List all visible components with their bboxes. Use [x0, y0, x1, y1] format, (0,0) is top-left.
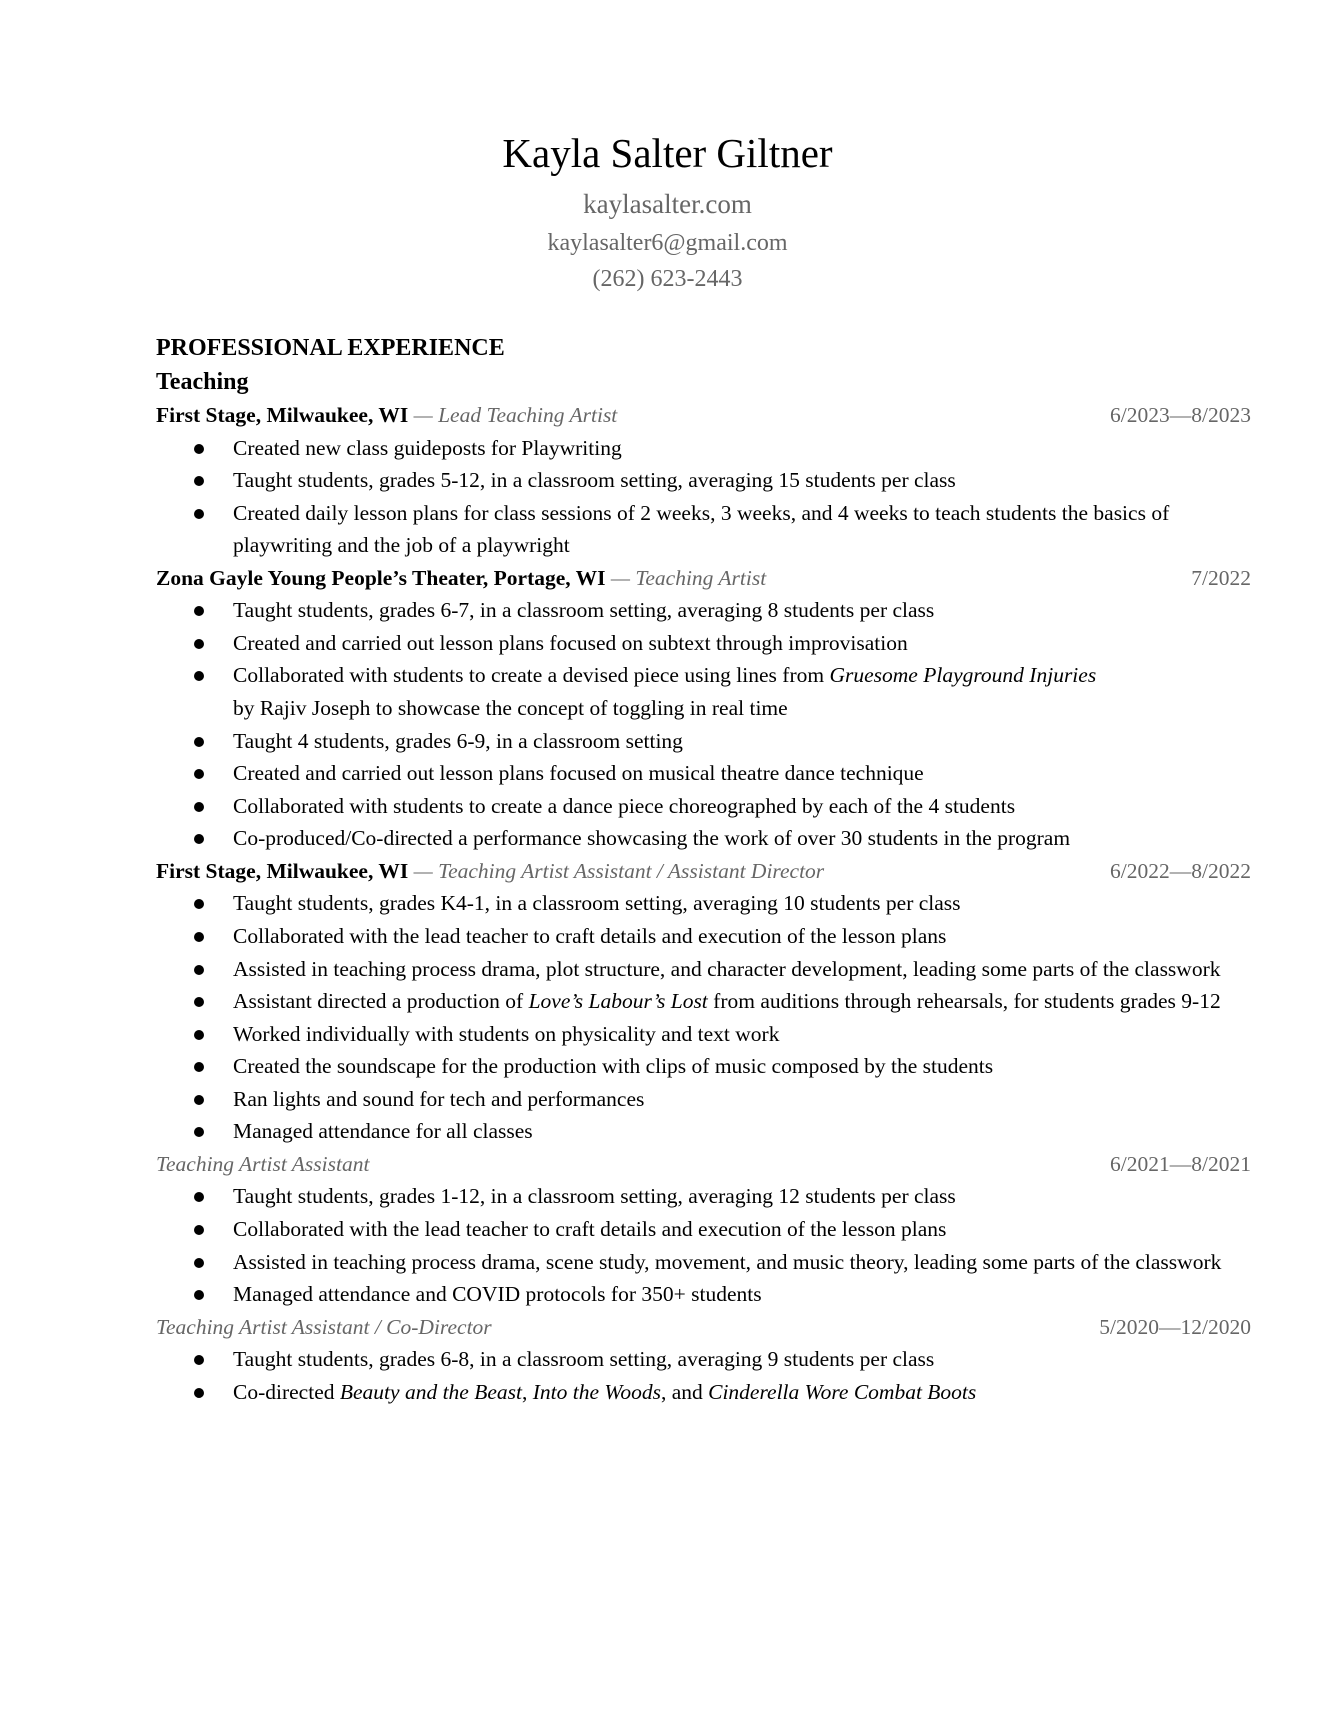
job-dates: 7/2022 [1191, 565, 1251, 590]
bullet-text: Taught students, grades 5-12, in a classroom setting, averaging 15 students per class [233, 468, 956, 493]
bullet-text: Taught 4 students, grades 6-9, in a classroom setting [233, 728, 683, 753]
bullet-text: Created daily lesson plans for class sessions of 2 weeks, 3 weeks, and 4 weeks to teach students the basics of playwriting and the job of a playwright [233, 500, 1170, 558]
job-dates: 5/2020—12/2020 [1099, 1314, 1251, 1339]
job-header [156, 1148, 1251, 1181]
bullet-list [156, 1343, 1251, 1408]
bullet-item [156, 985, 1233, 1018]
bullet-icon [194, 1225, 204, 1235]
bullet-item [156, 725, 1233, 758]
bullet-text: Collaborated with the lead teacher to craft details and execution of the lesson plans [233, 1217, 947, 1241]
job-role: Teaching Artist [635, 565, 767, 590]
bullet-text: Created and carried out lesson plans focused on musical theatre dance technique [233, 761, 924, 786]
bullet-item [156, 497, 1233, 562]
bullet-item [156, 1180, 1233, 1213]
bullet-icon [194, 671, 204, 681]
job-separator: — [605, 565, 636, 590]
bullet-icon [194, 1095, 204, 1105]
bullet-item [156, 659, 1233, 692]
bullet-icon [194, 899, 204, 909]
bullet-icon [194, 509, 204, 519]
bullet-text: Ran lights and sound for tech and performances [233, 1086, 645, 1111]
bullet-icon [194, 606, 204, 616]
job-separator: — [408, 403, 439, 427]
bullet-text: Created and carried out lesson plans focused on subtext through improvisation [233, 630, 908, 655]
job-dates: 6/2022—8/2022 [1110, 858, 1251, 883]
job-role: Teaching Artist Assistant / Assistant Director [438, 858, 825, 883]
bullet-icon [194, 1030, 204, 1040]
job-header [156, 1311, 1251, 1344]
bullet-text: Created new class guideposts for Playwriting [233, 435, 622, 460]
bullet-item [156, 1246, 1233, 1279]
bullet-text: Co-directed [233, 1379, 340, 1404]
job-title-line [156, 1148, 369, 1181]
bullet-item [156, 1213, 1233, 1246]
bullet-text: Co-produced/Co-directed a performance showcasing the work of over 30 students in the program [233, 826, 1071, 851]
bullet-icon [194, 1127, 204, 1137]
bullet-icon [194, 965, 204, 975]
job-organization: Zona Gayle Young People’s Theater, Portage, WI [156, 565, 606, 590]
bullet-item [156, 953, 1233, 986]
job-role: Teaching Artist Assistant [156, 1151, 370, 1176]
work-title: Into the Woods [532, 1379, 661, 1404]
bullet-icon [194, 834, 204, 844]
job-entry [156, 562, 1251, 855]
bullet-text: Taught students, grades 6-8, in a classroom setting, averaging 9 students per class [233, 1347, 935, 1372]
job-separator: — [408, 858, 439, 883]
bullet-text: Assisted in teaching process drama, scene study, movement, and music theory, leading some parts of the classwork [233, 1249, 1222, 1274]
bullet-text: Taught students, grades 6-7, in a classroom setting, averaging 8 students per class [233, 598, 935, 623]
bullet-item [156, 790, 1233, 823]
job-title-line [156, 855, 824, 888]
bullet-text: Worked individually with students on physicality and text work [233, 1021, 780, 1046]
bullet-item [156, 432, 1233, 465]
email-link[interactable]: kaylasalter6@gmail.com [547, 230, 788, 256]
bullet-icon [194, 1258, 204, 1268]
bullet-item [156, 1083, 1233, 1116]
bullet-item [156, 757, 1233, 790]
bullet-item [156, 1018, 1233, 1051]
bullet-item [156, 1278, 1233, 1311]
bullet-item [156, 1115, 1233, 1148]
bullet-list [156, 432, 1251, 562]
bullet-icon [194, 737, 204, 747]
bullet-icon [194, 769, 204, 779]
bullet-list [156, 594, 1251, 855]
job-role: Teaching Artist Assistant / Co-Director [156, 1314, 492, 1339]
job-title-line [156, 562, 766, 595]
job-organization: First Stage, Milwaukee, WI [156, 403, 409, 427]
bullet-icon [194, 639, 204, 649]
phone-number: (262) 623-2443 [592, 266, 743, 292]
bullet-icon [194, 444, 204, 454]
bullet-text: , and [660, 1379, 709, 1404]
bullet-item [156, 1343, 1233, 1376]
bullet-text: Taught students, grades K4-1, in a classroom setting, averaging 10 students per class [233, 891, 961, 916]
bullet-text: Assistant directed a production of [233, 989, 529, 1014]
bullet-item [156, 1376, 1233, 1409]
bullet-icon [194, 1290, 204, 1300]
bullet-item [156, 822, 1233, 855]
resume-body [156, 330, 1251, 1408]
bullet-text: from auditions through rehearsals, for students grades 9-12 [707, 989, 1221, 1014]
bullet-text: Collaborated with the lead teacher to craft details and execution of the lesson plans [233, 923, 947, 948]
bullet-item [156, 464, 1233, 497]
work-title: Love’s Labour’s Lost [528, 989, 708, 1014]
bullet-icon [194, 1355, 204, 1365]
job-header [156, 399, 1251, 432]
job-dates: 6/2021—8/2021 [1110, 1151, 1251, 1176]
work-title: Beauty and the Beast [339, 1379, 522, 1404]
bullet-text: , [521, 1379, 533, 1404]
job-role: Lead Teaching Artist [438, 403, 618, 427]
job-entry [156, 1311, 1251, 1409]
bullet-icon [194, 1192, 204, 1202]
job-entry [156, 1148, 1251, 1311]
bullet-icon [194, 997, 204, 1007]
bullet-item [156, 594, 1233, 627]
work-title: Gruesome Playground Injuries [829, 663, 1097, 688]
bullet-icon [194, 802, 204, 812]
job-list [156, 399, 1251, 1408]
bullet-text: Created the soundscape for the production with clips of music composed by the students [233, 1054, 994, 1079]
bullet-list [156, 887, 1251, 1148]
bullet-item [156, 1050, 1233, 1083]
job-entry [156, 399, 1251, 562]
bullet-text: Taught students, grades 1-12, in a classroom setting, averaging 12 students per class [233, 1184, 956, 1209]
bullet-text: Managed attendance for all classes [233, 1119, 533, 1144]
bullet-continuation: by Rajiv Joseph to showcase the concept of toggling in real time [233, 696, 788, 721]
job-organization: First Stage, Milwaukee, WI [156, 858, 409, 883]
job-entry [156, 855, 1251, 1148]
job-dates: 6/2023—8/2023 [1110, 403, 1251, 427]
work-title: Cinderella Wore Combat Boots [708, 1379, 977, 1404]
bullet-icon [194, 1388, 204, 1398]
section-title: PROFESSIONAL EXPERIENCE [156, 335, 505, 361]
bullet-text: Collaborated with students to create a devised piece using lines from [233, 663, 830, 688]
bullet-text: Managed attendance and COVID protocols for 350+ students [233, 1282, 762, 1307]
bullet-list [156, 1180, 1251, 1310]
subsection-title: Teaching [156, 369, 249, 395]
bullet-text: Assisted in teaching process drama, plot structure, and character development, leading some parts of the classwork [233, 956, 1221, 981]
job-title-line [156, 1311, 492, 1344]
bullet-item [156, 920, 1233, 953]
bullet-text: Collaborated with students to create a dance piece choreographed by each of the 4 students [233, 793, 1016, 818]
bullet-item [156, 887, 1233, 920]
job-header [156, 855, 1251, 888]
bullet-item [156, 627, 1233, 660]
job-header [156, 562, 1251, 595]
job-title-line [156, 399, 617, 432]
resume-name: Kayla Salter Giltner [502, 130, 833, 176]
bullet-icon [194, 1062, 204, 1072]
bullet-icon [194, 476, 204, 486]
bullet-icon [194, 932, 204, 942]
website-link[interactable]: kaylasalter.com [583, 189, 752, 219]
